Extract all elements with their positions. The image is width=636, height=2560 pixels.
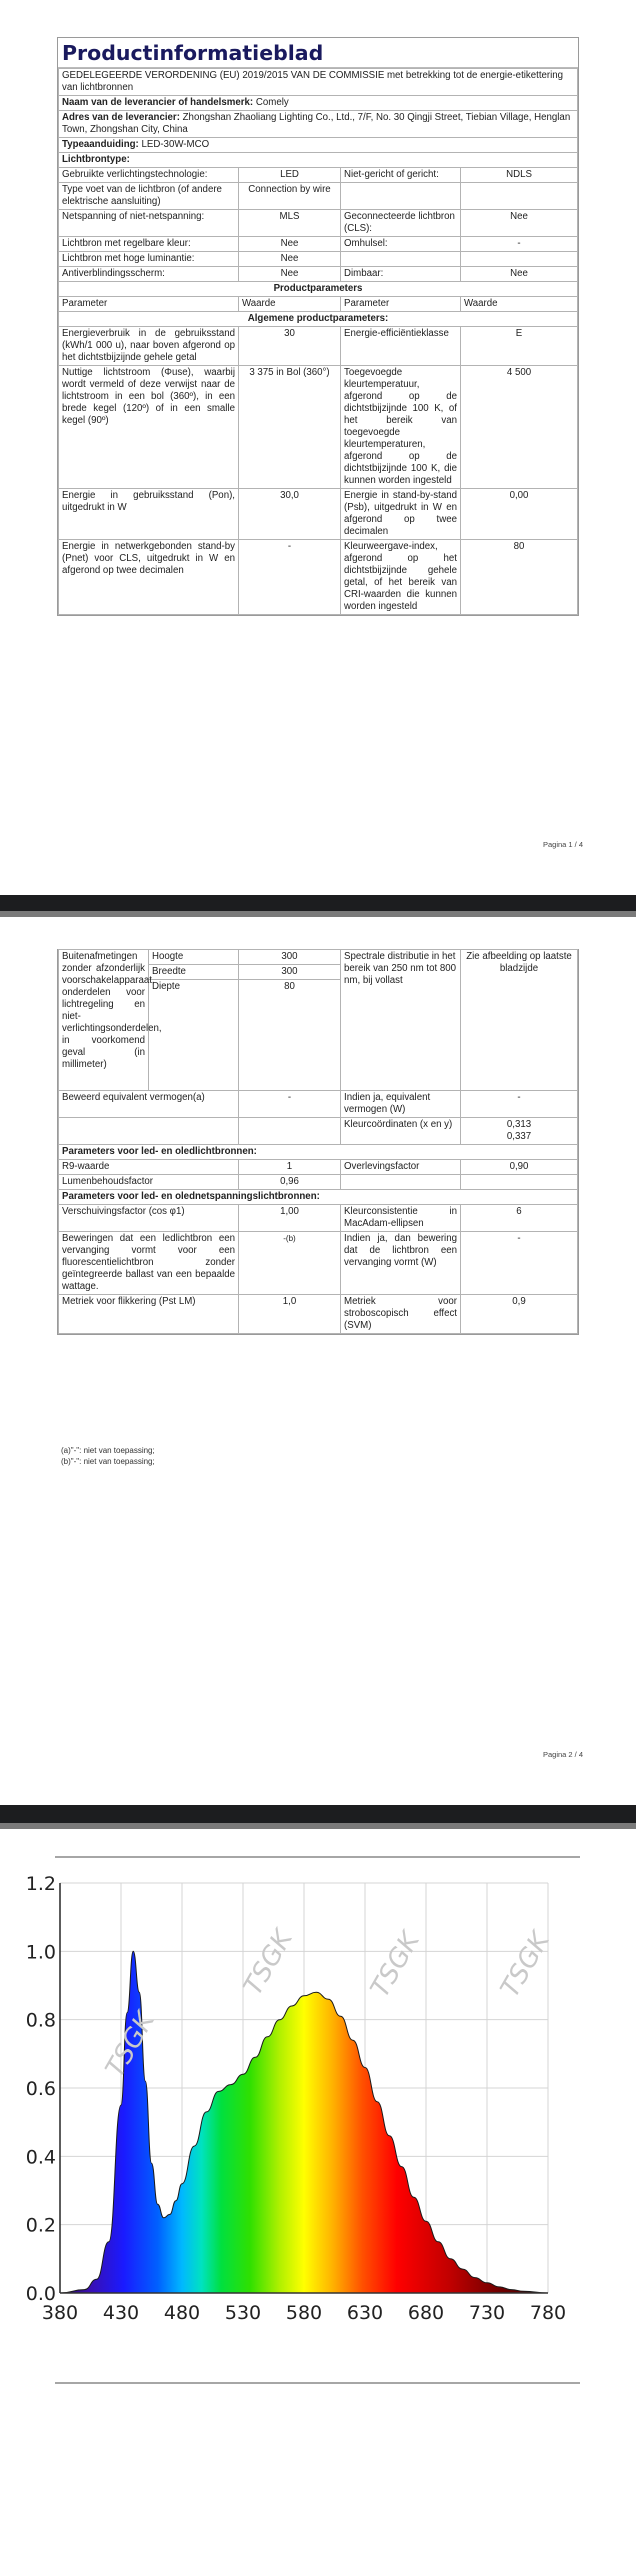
column-headers: Parameter Waarde Parameter Waarde — [59, 297, 578, 312]
x-tick-label: 430 — [102, 2302, 140, 2324]
table-row: Antiverblindingsscherm: Nee Dimbaar: Nee — [59, 267, 578, 282]
table-row: Beweerd equivalent vermogen(a) - Indien ja, equivalent vermogen (W) - — [59, 1090, 578, 1117]
table-row: Energie in netwerkgebonden stand-by (Pnet) voor CLS, uitgedrukt in W en afgerond op twee decimalen - Kleurweergave-index, afgerond op het dichtstbijzijnde gehele getal, of het bereik van CRI-waarden die kunnen worden ingesteld 80 — [59, 540, 578, 615]
spectrum-chart — [0, 1829, 636, 2560]
x-tick-label: 630 — [346, 2302, 384, 2324]
watermark: TSGK — [365, 1927, 426, 2003]
footnotes — [59, 1445, 155, 1467]
page-1 — [0, 0, 636, 895]
table-row: Lichtbron met hoge luminantie: Nee — [59, 252, 578, 267]
model-row: Typeaanduiding: LED-30W-MCO — [59, 138, 578, 153]
page-separator — [0, 1805, 636, 1829]
x-tick-label: 680 — [407, 2302, 445, 2324]
page-number: Pagina 1 / 4 — [542, 840, 583, 849]
y-tick-label: 1.0 — [25, 1941, 56, 1964]
mains-heading: Parameters voor led- en olednetspanningslichtbronnen: — [59, 1189, 578, 1204]
datasheet-page-1 — [57, 37, 579, 616]
address-value: Zhongshan Zhaoliang Lighting Co., Ltd., 7/F, No. 30 Qingji Street, Tiebian Village, Henglan Town, Zhongshan City, China — [62, 112, 571, 135]
footnote-b: (b)"-": niet van toepassing; — [61, 1457, 155, 1466]
watermark: TSGK — [495, 1927, 556, 2003]
spectrum-area — [60, 1951, 548, 2293]
page-separator — [0, 895, 636, 917]
table-row: Beweringen dat een ledlichtbron een vervanging vormt voor een fluorescentielichtbron zonder geïntegreerde ballast van een bepaalde wattage. -(b) Indien ja, dan bewering dat de lichtbron een vervanging vormt (W) - — [59, 1231, 578, 1294]
general-params-heading: Algemene productparameters: — [59, 312, 578, 327]
footnote-a: (a)"-": niet van toepassing; — [61, 1446, 155, 1455]
info-table-continued — [58, 949, 578, 1334]
address-row: Adres van de leverancier: Zhongshan Zhaoliang Lighting Co., Ltd., 7/F, No. 30 Qingji Street, Tiebian Village, Henglan Town, Zhongshan City, China — [59, 111, 578, 138]
x-tick-label: 380 — [41, 2302, 79, 2324]
y-tick-label: 0.2 — [25, 2214, 56, 2237]
table-row: Buitenafmetingen zonder afzonderlijk voorschakelapparaat, onderdelen voor lichtregeling en niet-verlichtingsonderdelen, in voorkomend geval (in millimeter) Hoogte 300 Spectrale distributie in het bereik van 250 nm tot 800 nm, bij vollast Zie afbeelding op laatste bladzijde — [59, 950, 578, 965]
y-tick-label: 0.8 — [25, 2009, 56, 2032]
table-row: Metriek voor flikkering (Pst LM) 1,0 Metriek voor stroboscopisch effect (SVM) 0,9 — [59, 1294, 578, 1333]
table-row: Kleurcoördinaten (x en y) 0,313 0,337 — [59, 1117, 578, 1144]
table-row: R9-waarde 1 Overlevingsfactor 0,90 — [59, 1159, 578, 1174]
x-tick-label: 730 — [468, 2302, 506, 2324]
table-row: Type voet van de lichtbron (of andere elektrische aansluiting) Connection by wire — [59, 183, 578, 210]
watermark: TSGK — [238, 1925, 299, 2001]
page-3 — [0, 1829, 636, 2560]
x-tick-label: 780 — [529, 2302, 567, 2324]
watermark: TSGK — [100, 2007, 161, 2083]
page-2 — [0, 917, 636, 1805]
supplier-row: Naam van de leverancier of handelsmerk: Comely — [59, 96, 578, 111]
supplier-value: Comely — [255, 97, 289, 108]
table-row: Netspanning of niet-netspanning: MLS Geconnecteerde lichtbron (CLS): Nee — [59, 210, 578, 237]
table-row: Energie in gebruiksstand (Pon), uitgedrukt in W 30,0 Energie in stand-by-stand (Psb), uitgedrukt in W en afgerond op twee decimalen 0,00 — [59, 489, 578, 540]
table-row: Gebruikte verlichtingstechnologie: LED Niet-gericht of gericht: NDLS — [59, 168, 578, 183]
table-row: Diepte 80 — [59, 980, 578, 995]
table-row: Energieverbruik in de gebruiksstand (kWh/1 000 u), naar boven afgerond op het dichtstbijzijnde gehele getal 30 Energie-efficiëntieklasse E — [59, 327, 578, 366]
x-tick-label: 580 — [285, 2302, 323, 2324]
page-title: Productinformatieblad — [58, 38, 578, 68]
product-params-heading: Productparameters — [59, 282, 578, 297]
led-oled-heading: Parameters voor led- en oledlichtbronnen: — [59, 1144, 578, 1159]
info-table — [58, 68, 578, 615]
table-row: Lumenbehoudsfactor 0,96 — [59, 1174, 578, 1189]
y-tick-label: 0.6 — [25, 2078, 56, 2100]
light-source-type-heading: Lichtbrontype: — [59, 153, 578, 168]
table-row: Verschuivingsfactor (cos φ1) 1,00 Kleurconsistentie in MacAdam-ellipsen 6 — [59, 1204, 578, 1231]
datasheet-page-2 — [57, 949, 579, 1335]
x-tick-label: 530 — [224, 2302, 262, 2324]
table-row: Lichtbron met regelbare kleur: Nee Omhulsel: - — [59, 237, 578, 252]
y-tick-label: 0.4 — [25, 2146, 56, 2169]
y-tick-label: 0.0 — [25, 2283, 56, 2305]
table-row: Breedte 300 — [59, 965, 578, 980]
regulation-text: GEDELEGEERDE VERORDENING (EU) 2019/2015 VAN DE COMMISSIE met betrekking tot de energie-etikettering van lichtbronnen — [59, 69, 578, 96]
page-number: Pagina 2 / 4 — [542, 1750, 583, 1759]
table-row: Nuttige lichtstroom (Φuse), waarbij wordt vermeld of deze verwijst naar de lichtstroom in een bol (360º), in een brede kegel (120º) of in een smalle kegel (90º) 3 375 in Bol (360°) Toegevoegde kleurtemperatuur, afgerond op de dichtstbijzijnde 100 K, of het bereik van toegevoegde kleurtemperaturen, afgerond op de dichtstbijzijnde 100 K, die kunnen worden ingesteld 4 500 — [59, 366, 578, 489]
x-tick-label: 480 — [163, 2302, 201, 2324]
model-value: LED-30W-MCO — [141, 139, 210, 150]
y-tick-label: 1.2 — [25, 1873, 56, 1895]
